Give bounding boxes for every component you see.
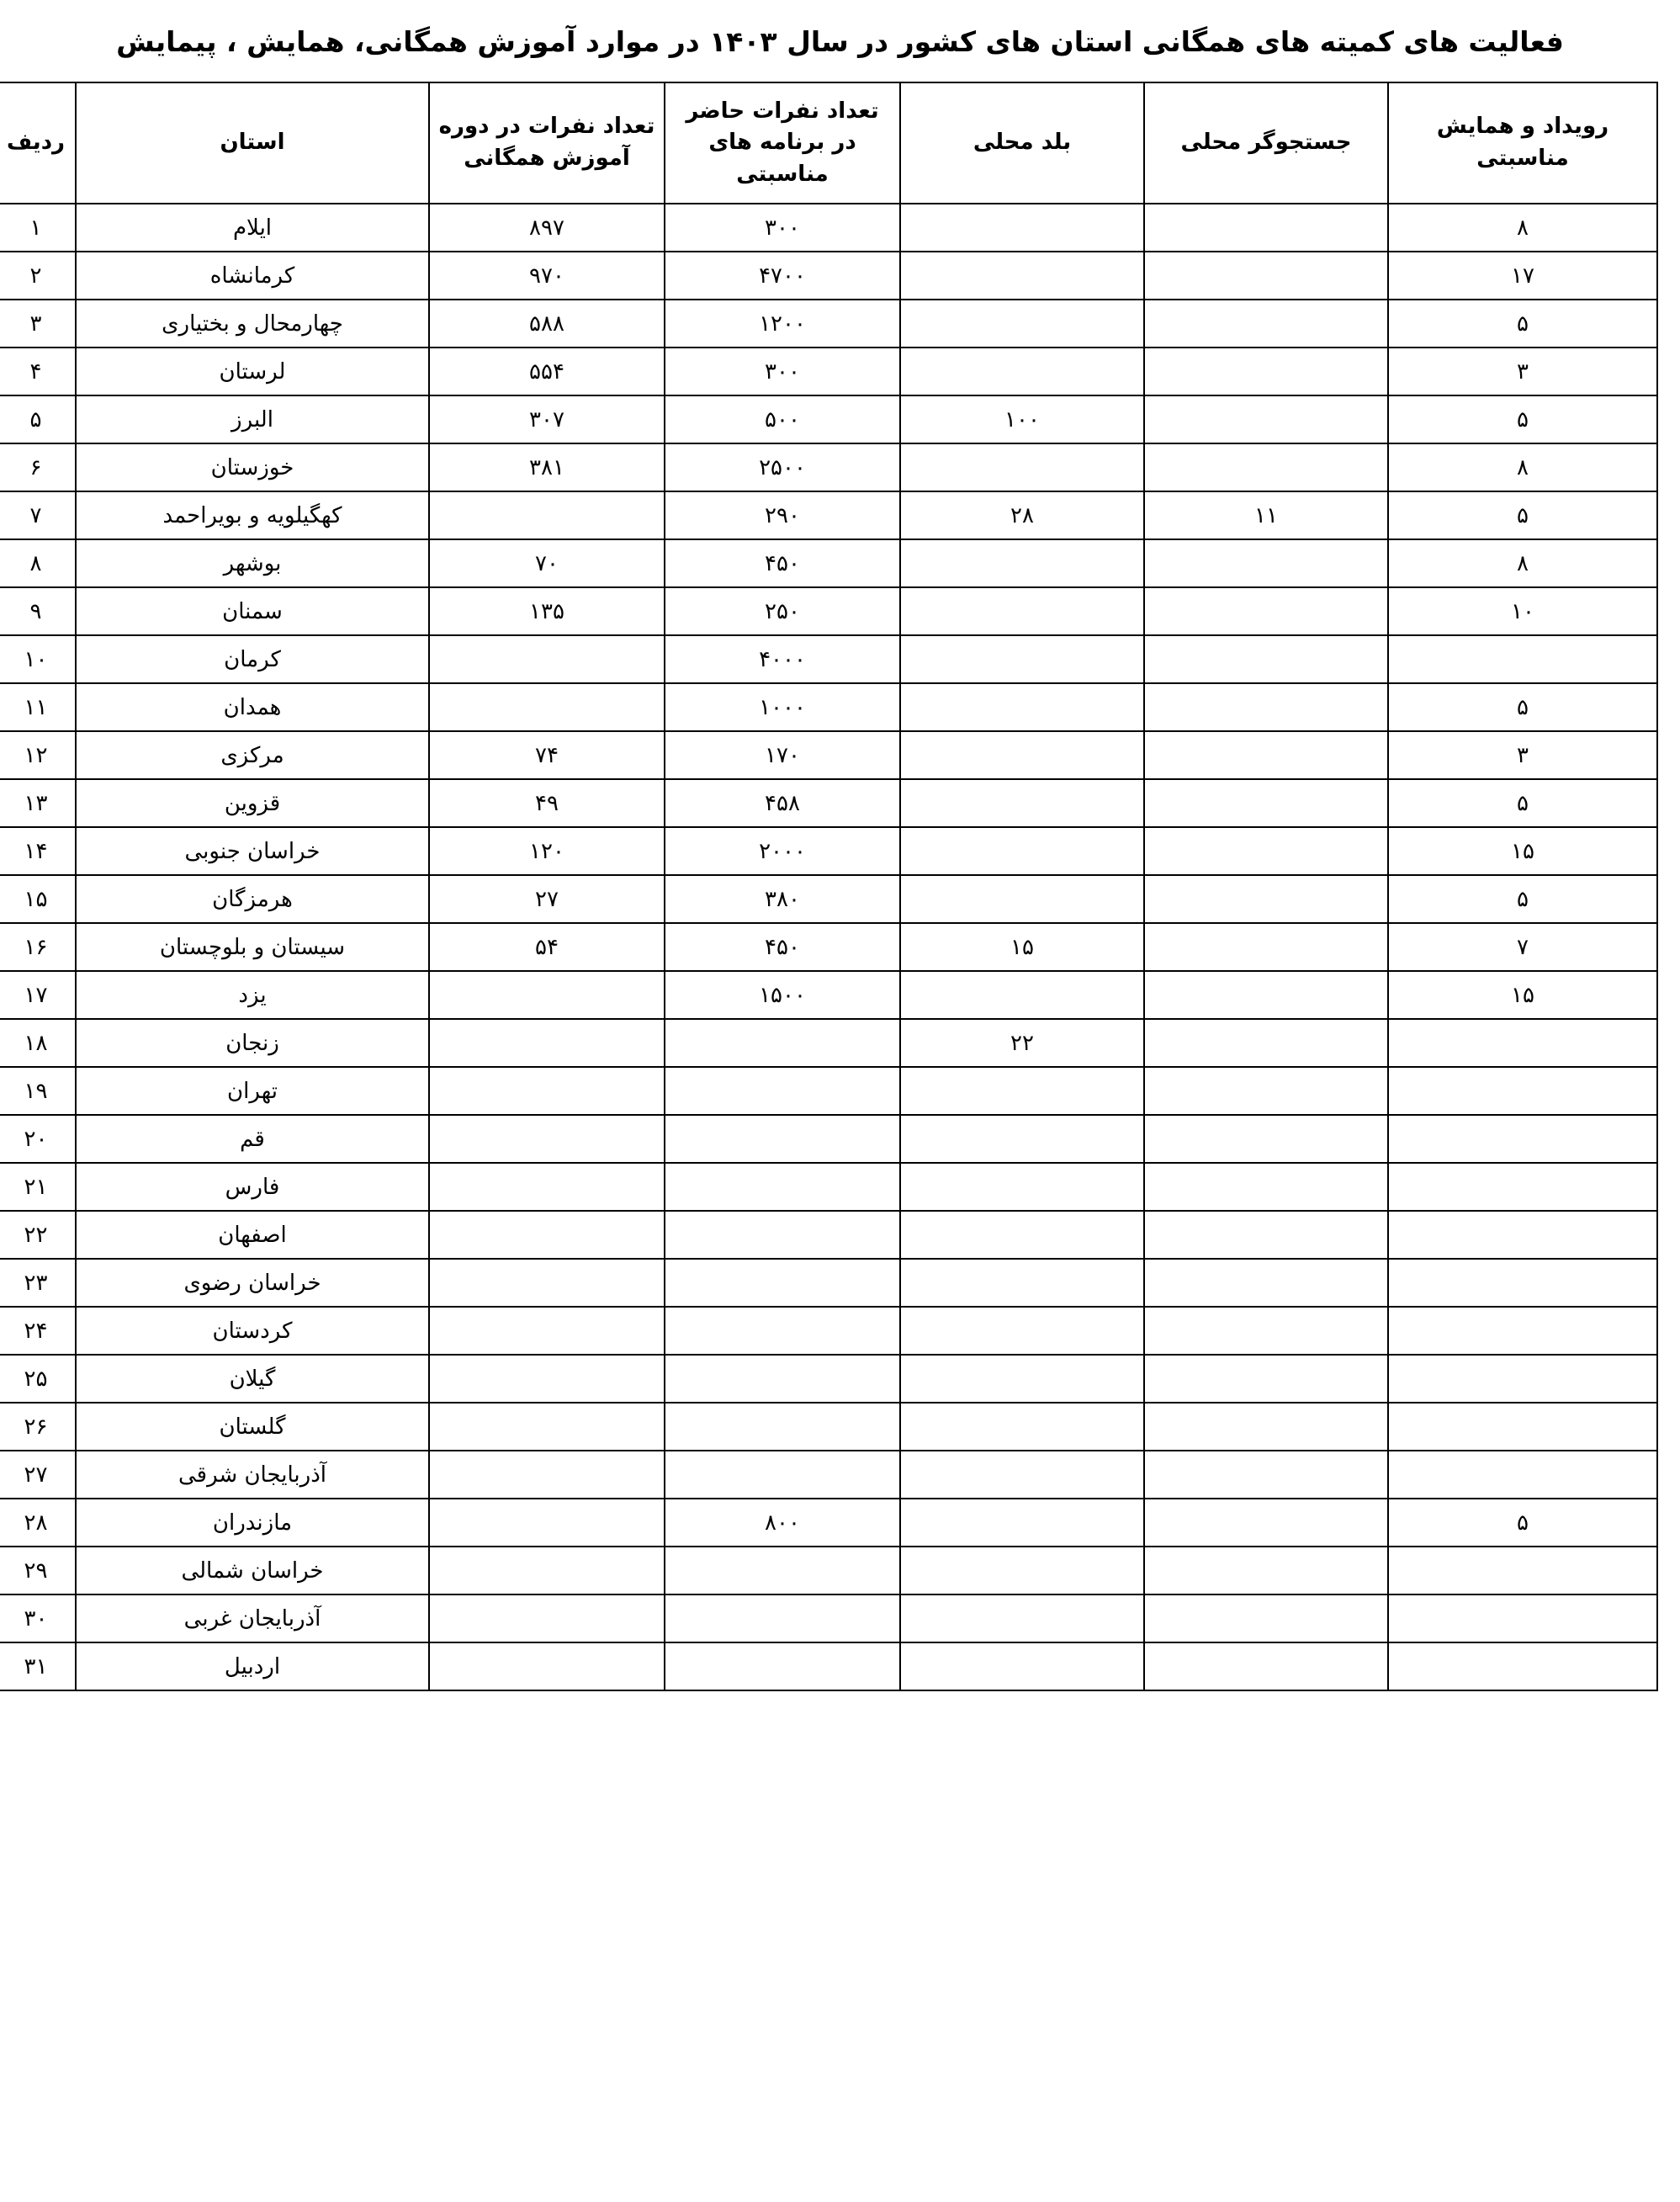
column-header-ostan: استان	[76, 82, 429, 204]
cell-royidad-hamayesh: ۸	[1388, 539, 1657, 587]
cell-balad-mahali	[900, 348, 1144, 395]
cell-radif: ۱۰	[0, 635, 76, 683]
cell-ostan: مازندران	[76, 1499, 429, 1547]
table-row	[0, 395, 1657, 443]
cell-jostojugar-mahali	[1144, 443, 1388, 491]
cell-radif: ۱۹	[0, 1067, 76, 1115]
cell-royidad-hamayesh: ۱۵	[1388, 827, 1657, 875]
cell-radif: ۳۰	[0, 1594, 76, 1642]
cell-balad-mahali	[900, 1547, 1144, 1594]
cell-nafarat-hazer: ۲۵۰	[665, 587, 900, 635]
cell-balad-mahali	[900, 1067, 1144, 1115]
cell-nafarat-hazer: ۵۰۰	[665, 395, 900, 443]
cell-ostan: آذربایجان شرقی	[76, 1451, 429, 1499]
cell-amuzesh-hamegani	[429, 1019, 665, 1067]
cell-amuzesh-hamegani: ۱۳۵	[429, 587, 665, 635]
cell-ostan: یزد	[76, 971, 429, 1019]
table-row	[0, 1547, 1657, 1594]
cell-amuzesh-hamegani	[429, 1403, 665, 1451]
cell-ostan: اردبیل	[76, 1642, 429, 1690]
cell-ostan: سمنان	[76, 587, 429, 635]
cell-radif: ۲۲	[0, 1211, 76, 1259]
cell-jostojugar-mahali	[1144, 1163, 1388, 1211]
table-row	[0, 1307, 1657, 1355]
cell-radif: ۱۳	[0, 779, 76, 827]
cell-balad-mahali	[900, 1211, 1144, 1259]
cell-amuzesh-hamegani	[429, 1067, 665, 1115]
cell-jostojugar-mahali	[1144, 539, 1388, 587]
cell-balad-mahali	[900, 1499, 1144, 1547]
table-row	[0, 1451, 1657, 1499]
cell-ostan: قم	[76, 1115, 429, 1163]
cell-jostojugar-mahali	[1144, 1355, 1388, 1403]
cell-nafarat-hazer	[665, 1451, 900, 1499]
cell-ostan: گلستان	[76, 1403, 429, 1451]
table-row	[0, 252, 1657, 300]
cell-nafarat-hazer: ۲۵۰۰	[665, 443, 900, 491]
cell-royidad-hamayesh	[1388, 1019, 1657, 1067]
table-body	[0, 204, 1657, 1690]
cell-amuzesh-hamegani	[429, 1355, 665, 1403]
cell-nafarat-hazer: ۱۲۰۰	[665, 300, 900, 348]
column-header-royidad-hamayesh: رویداد و همایش مناسبتی	[1388, 82, 1657, 204]
cell-ostan: خراسان شمالی	[76, 1547, 429, 1594]
cell-balad-mahali	[900, 827, 1144, 875]
cell-balad-mahali: ۲۸	[900, 491, 1144, 539]
cell-radif: ۱۲	[0, 731, 76, 779]
cell-amuzesh-hamegani	[429, 683, 665, 731]
cell-balad-mahali	[900, 875, 1144, 923]
cell-nafarat-hazer: ۳۰۰	[665, 204, 900, 252]
cell-balad-mahali	[900, 971, 1144, 1019]
cell-royidad-hamayesh	[1388, 1403, 1657, 1451]
cell-royidad-hamayesh: ۵	[1388, 1499, 1657, 1547]
cell-nafarat-hazer	[665, 1355, 900, 1403]
cell-balad-mahali: ۲۲	[900, 1019, 1144, 1067]
cell-radif: ۴	[0, 348, 76, 395]
table-row	[0, 1642, 1657, 1690]
cell-jostojugar-mahali	[1144, 204, 1388, 252]
cell-amuzesh-hamegani	[429, 1547, 665, 1594]
cell-ostan: آذربایجان غربی	[76, 1594, 429, 1642]
cell-ostan: سیستان و بلوچستان	[76, 923, 429, 971]
cell-balad-mahali	[900, 635, 1144, 683]
cell-nafarat-hazer	[665, 1642, 900, 1690]
cell-ostan: کرمان	[76, 635, 429, 683]
table-row	[0, 443, 1657, 491]
cell-amuzesh-hamegani	[429, 1642, 665, 1690]
cell-royidad-hamayesh	[1388, 1355, 1657, 1403]
cell-radif: ۲۴	[0, 1307, 76, 1355]
table-row	[0, 348, 1657, 395]
table-row	[0, 1115, 1657, 1163]
cell-nafarat-hazer	[665, 1115, 900, 1163]
cell-balad-mahali	[900, 1594, 1144, 1642]
cell-jostojugar-mahali	[1144, 875, 1388, 923]
cell-jostojugar-mahali	[1144, 1547, 1388, 1594]
cell-jostojugar-mahali	[1144, 348, 1388, 395]
table-header-row	[0, 82, 1657, 204]
cell-nafarat-hazer: ۱۰۰۰	[665, 683, 900, 731]
cell-radif: ۲	[0, 252, 76, 300]
table-row	[0, 1259, 1657, 1307]
table-row	[0, 971, 1657, 1019]
cell-ostan: هرمزگان	[76, 875, 429, 923]
cell-radif: ۱	[0, 204, 76, 252]
cell-nafarat-hazer: ۲۹۰	[665, 491, 900, 539]
cell-amuzesh-hamegani	[429, 1499, 665, 1547]
cell-amuzesh-hamegani	[429, 635, 665, 683]
cell-nafarat-hazer: ۱۵۰۰	[665, 971, 900, 1019]
table-row	[0, 300, 1657, 348]
column-header-amuzesh-hamegani: تعداد نفرات در دوره آموزش همگانی	[429, 82, 665, 204]
cell-balad-mahali	[900, 587, 1144, 635]
cell-nafarat-hazer	[665, 1211, 900, 1259]
cell-royidad-hamayesh: ۷	[1388, 923, 1657, 971]
cell-royidad-hamayesh: ۵	[1388, 491, 1657, 539]
cell-jostojugar-mahali	[1144, 1259, 1388, 1307]
cell-jostojugar-mahali	[1144, 1451, 1388, 1499]
cell-royidad-hamayesh	[1388, 1067, 1657, 1115]
cell-radif: ۳	[0, 300, 76, 348]
cell-royidad-hamayesh: ۵	[1388, 875, 1657, 923]
cell-balad-mahali	[900, 1451, 1144, 1499]
cell-nafarat-hazer	[665, 1403, 900, 1451]
column-header-jostojugar-mahali: جستجوگر محلی	[1144, 82, 1388, 204]
cell-ostan: همدان	[76, 683, 429, 731]
cell-nafarat-hazer: ۴۵۸	[665, 779, 900, 827]
table-row	[0, 1211, 1657, 1259]
table-row	[0, 875, 1657, 923]
cell-balad-mahali	[900, 300, 1144, 348]
cell-radif: ۱۸	[0, 1019, 76, 1067]
cell-amuzesh-hamegani	[429, 491, 665, 539]
column-header-balad-mahali: بلد محلی	[900, 82, 1144, 204]
cell-radif: ۲۸	[0, 1499, 76, 1547]
cell-royidad-hamayesh: ۵	[1388, 395, 1657, 443]
cell-radif: ۲۶	[0, 1403, 76, 1451]
cell-royidad-hamayesh: ۵	[1388, 300, 1657, 348]
cell-balad-mahali	[900, 731, 1144, 779]
activities-table	[0, 82, 1658, 1691]
cell-balad-mahali	[900, 1307, 1144, 1355]
cell-radif: ۱۱	[0, 683, 76, 731]
cell-amuzesh-hamegani: ۵۵۴	[429, 348, 665, 395]
table-header	[0, 82, 1657, 204]
cell-ostan: کهگیلویه و بویراحمد	[76, 491, 429, 539]
cell-jostojugar-mahali	[1144, 1067, 1388, 1115]
cell-radif: ۲۹	[0, 1547, 76, 1594]
cell-balad-mahali: ۱۵	[900, 923, 1144, 971]
cell-nafarat-hazer	[665, 1163, 900, 1211]
cell-nafarat-hazer: ۱۷۰	[665, 731, 900, 779]
cell-balad-mahali	[900, 683, 1144, 731]
cell-radif: ۲۳	[0, 1259, 76, 1307]
cell-ostan: چهارمحال و بختیاری	[76, 300, 429, 348]
cell-nafarat-hazer	[665, 1547, 900, 1594]
cell-jostojugar-mahali	[1144, 779, 1388, 827]
cell-royidad-hamayesh	[1388, 1307, 1657, 1355]
cell-nafarat-hazer: ۴۵۰	[665, 539, 900, 587]
cell-amuzesh-hamegani	[429, 1451, 665, 1499]
cell-royidad-hamayesh	[1388, 1211, 1657, 1259]
cell-balad-mahali	[900, 252, 1144, 300]
cell-jostojugar-mahali	[1144, 587, 1388, 635]
table-row	[0, 1019, 1657, 1067]
cell-ostan: قزوین	[76, 779, 429, 827]
cell-nafarat-hazer	[665, 1019, 900, 1067]
cell-jostojugar-mahali	[1144, 1115, 1388, 1163]
cell-nafarat-hazer: ۸۰۰	[665, 1499, 900, 1547]
cell-amuzesh-hamegani: ۷۴	[429, 731, 665, 779]
cell-ostan: تهران	[76, 1067, 429, 1115]
cell-jostojugar-mahali	[1144, 252, 1388, 300]
cell-royidad-hamayesh	[1388, 635, 1657, 683]
cell-radif: ۲۱	[0, 1163, 76, 1211]
cell-royidad-hamayesh: ۳	[1388, 348, 1657, 395]
cell-radif: ۱۴	[0, 827, 76, 875]
cell-nafarat-hazer: ۳۰۰	[665, 348, 900, 395]
table-row	[0, 827, 1657, 875]
cell-jostojugar-mahali	[1144, 1403, 1388, 1451]
cell-amuzesh-hamegani: ۷۰	[429, 539, 665, 587]
cell-royidad-hamayesh: ۵	[1388, 779, 1657, 827]
page-title: فعالیت های کمیته های همگانی استان های کشور در سال ۱۴۰۳ در موارد آموزش همگانی، همایش ، پیمایش	[116, 25, 1564, 58]
cell-amuzesh-hamegani	[429, 1211, 665, 1259]
cell-amuzesh-hamegani: ۲۷	[429, 875, 665, 923]
cell-balad-mahali: ۱۰۰	[900, 395, 1144, 443]
cell-balad-mahali	[900, 1642, 1144, 1690]
cell-jostojugar-mahali	[1144, 300, 1388, 348]
cell-amuzesh-hamegani	[429, 1307, 665, 1355]
cell-amuzesh-hamegani: ۳۸۱	[429, 443, 665, 491]
table-row	[0, 1163, 1657, 1211]
cell-amuzesh-hamegani: ۵۸۸	[429, 300, 665, 348]
cell-royidad-hamayesh	[1388, 1547, 1657, 1594]
cell-balad-mahali	[900, 539, 1144, 587]
cell-balad-mahali	[900, 1259, 1144, 1307]
cell-jostojugar-mahali	[1144, 1307, 1388, 1355]
cell-ostan: ایلام	[76, 204, 429, 252]
table-row	[0, 1594, 1657, 1642]
cell-radif: ۵	[0, 395, 76, 443]
cell-ostan: کرمانشاه	[76, 252, 429, 300]
cell-jostojugar-mahali	[1144, 971, 1388, 1019]
table-row	[0, 539, 1657, 587]
cell-ostan: البرز	[76, 395, 429, 443]
cell-jostojugar-mahali	[1144, 1211, 1388, 1259]
cell-royidad-hamayesh	[1388, 1259, 1657, 1307]
cell-balad-mahali	[900, 443, 1144, 491]
cell-amuzesh-hamegani	[429, 1594, 665, 1642]
cell-nafarat-hazer: ۴۷۰۰	[665, 252, 900, 300]
cell-radif: ۱۷	[0, 971, 76, 1019]
cell-ostan: خراسان رضوی	[76, 1259, 429, 1307]
cell-royidad-hamayesh	[1388, 1451, 1657, 1499]
cell-amuzesh-hamegani	[429, 1259, 665, 1307]
cell-balad-mahali	[900, 1355, 1144, 1403]
cell-royidad-hamayesh	[1388, 1163, 1657, 1211]
cell-radif: ۱۶	[0, 923, 76, 971]
cell-nafarat-hazer	[665, 1307, 900, 1355]
cell-amuzesh-hamegani: ۵۴	[429, 923, 665, 971]
cell-ostan: اصفهان	[76, 1211, 429, 1259]
cell-radif: ۸	[0, 539, 76, 587]
cell-amuzesh-hamegani: ۳۰۷	[429, 395, 665, 443]
cell-royidad-hamayesh: ۱۷	[1388, 252, 1657, 300]
cell-amuzesh-hamegani	[429, 1115, 665, 1163]
cell-radif: ۱۵	[0, 875, 76, 923]
cell-royidad-hamayesh	[1388, 1594, 1657, 1642]
cell-royidad-hamayesh	[1388, 1115, 1657, 1163]
cell-royidad-hamayesh: ۱۵	[1388, 971, 1657, 1019]
cell-jostojugar-mahali	[1144, 635, 1388, 683]
cell-balad-mahali	[900, 779, 1144, 827]
table-row	[0, 1499, 1657, 1547]
cell-amuzesh-hamegani: ۹۷۰	[429, 252, 665, 300]
cell-radif: ۲۷	[0, 1451, 76, 1499]
column-header-radif: ردیف	[0, 82, 76, 204]
cell-nafarat-hazer: ۲۰۰۰	[665, 827, 900, 875]
cell-amuzesh-hamegani: ۸۹۷	[429, 204, 665, 252]
cell-ostan: بوشهر	[76, 539, 429, 587]
cell-radif: ۷	[0, 491, 76, 539]
table-row	[0, 587, 1657, 635]
cell-balad-mahali	[900, 1403, 1144, 1451]
cell-radif: ۶	[0, 443, 76, 491]
cell-nafarat-hazer	[665, 1594, 900, 1642]
table-row	[0, 491, 1657, 539]
table-row	[0, 635, 1657, 683]
cell-amuzesh-hamegani	[429, 1163, 665, 1211]
cell-ostan: خراسان جنوبی	[76, 827, 429, 875]
cell-jostojugar-mahali	[1144, 923, 1388, 971]
cell-balad-mahali	[900, 1115, 1144, 1163]
cell-royidad-hamayesh: ۸	[1388, 204, 1657, 252]
cell-royidad-hamayesh: ۳	[1388, 731, 1657, 779]
cell-nafarat-hazer: ۳۸۰	[665, 875, 900, 923]
cell-ostan: کردستان	[76, 1307, 429, 1355]
table-row	[0, 1355, 1657, 1403]
cell-ostan: خوزستان	[76, 443, 429, 491]
cell-royidad-hamayesh	[1388, 1642, 1657, 1690]
cell-jostojugar-mahali	[1144, 1642, 1388, 1690]
cell-amuzesh-hamegani: ۴۹	[429, 779, 665, 827]
cell-radif: ۳۱	[0, 1642, 76, 1690]
table-row	[0, 1403, 1657, 1451]
cell-nafarat-hazer: ۴۰۰۰	[665, 635, 900, 683]
cell-balad-mahali	[900, 204, 1144, 252]
cell-jostojugar-mahali	[1144, 683, 1388, 731]
cell-nafarat-hazer	[665, 1067, 900, 1115]
cell-royidad-hamayesh: ۸	[1388, 443, 1657, 491]
cell-nafarat-hazer: ۴۵۰	[665, 923, 900, 971]
cell-amuzesh-hamegani: ۱۲۰	[429, 827, 665, 875]
cell-ostan: مرکزی	[76, 731, 429, 779]
cell-ostan: زنجان	[76, 1019, 429, 1067]
cell-nafarat-hazer	[665, 1259, 900, 1307]
cell-ostan: فارس	[76, 1163, 429, 1211]
cell-jostojugar-mahali	[1144, 1594, 1388, 1642]
table-row	[0, 779, 1657, 827]
table-row	[0, 683, 1657, 731]
cell-amuzesh-hamegani	[429, 971, 665, 1019]
cell-balad-mahali	[900, 1163, 1144, 1211]
cell-radif: ۲۵	[0, 1355, 76, 1403]
column-header-nafarat-hazer: تعداد نفرات حاضر در برنامه های مناسبتی	[665, 82, 900, 204]
cell-royidad-hamayesh: ۵	[1388, 683, 1657, 731]
cell-radif: ۲۰	[0, 1115, 76, 1163]
table-row	[0, 1067, 1657, 1115]
cell-ostan: گیلان	[76, 1355, 429, 1403]
table-row	[0, 923, 1657, 971]
cell-royidad-hamayesh: ۱۰	[1388, 587, 1657, 635]
cell-jostojugar-mahali	[1144, 1499, 1388, 1547]
cell-jostojugar-mahali	[1144, 1019, 1388, 1067]
cell-jostojugar-mahali	[1144, 395, 1388, 443]
table-row	[0, 731, 1657, 779]
cell-jostojugar-mahali	[1144, 731, 1388, 779]
cell-radif: ۹	[0, 587, 76, 635]
cell-ostan: لرستان	[76, 348, 429, 395]
cell-jostojugar-mahali	[1144, 827, 1388, 875]
cell-jostojugar-mahali: ۱۱	[1144, 491, 1388, 539]
table-row	[0, 204, 1657, 252]
